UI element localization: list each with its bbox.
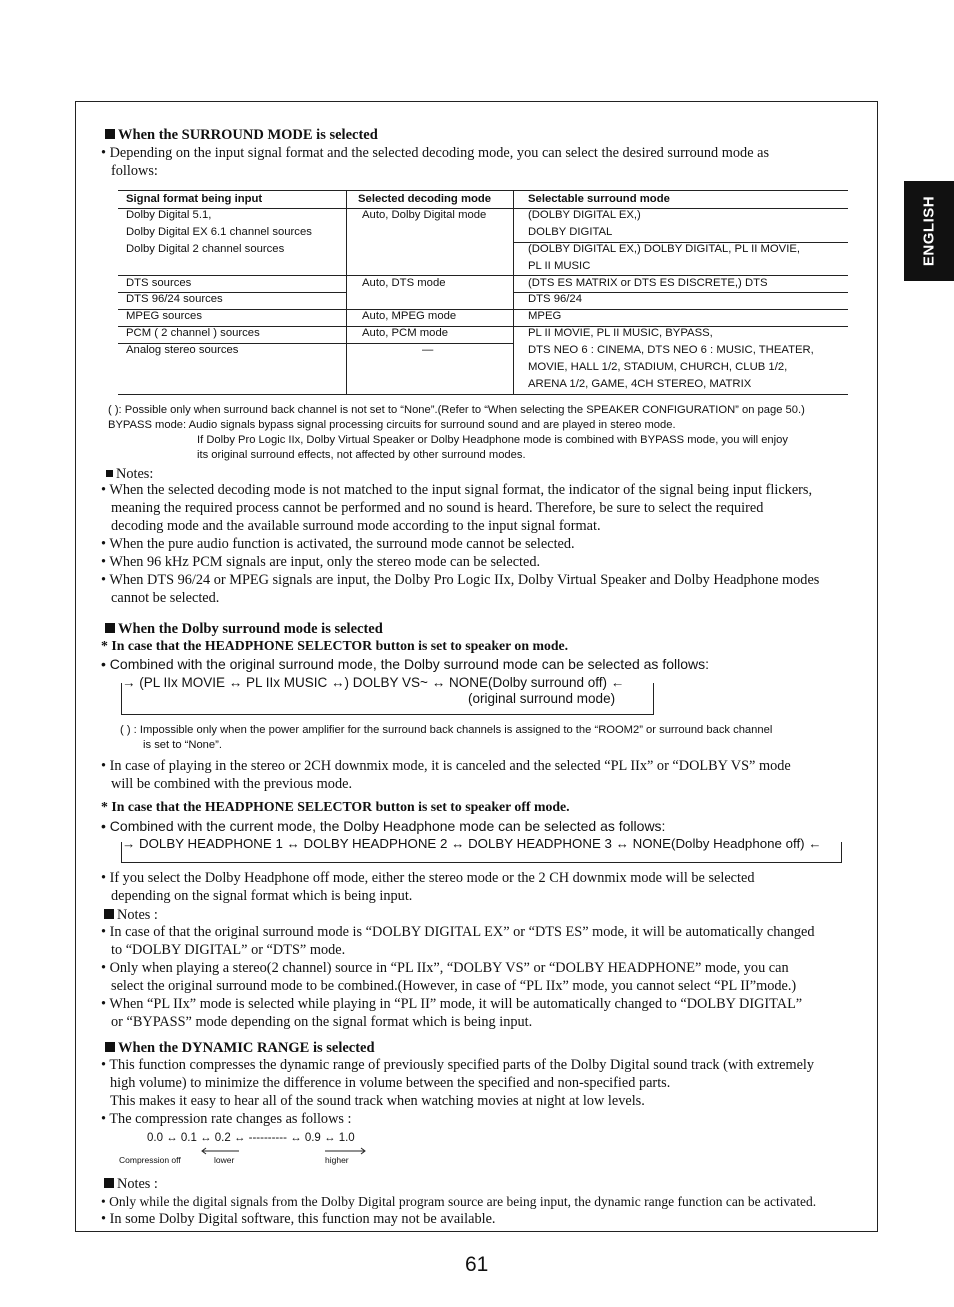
- headphone-flow: → DOLBY HEADPHONE 1 ↔ DOLBY HEADPHONE 2 ↔ DOLBY HEADPHONE 3 ↔ NONE(Dolby Headphone off) ←: [122, 836, 822, 851]
- note-line: cannot be selected.: [111, 590, 220, 606]
- footnote: ( ): Possible only when surround back channel is not set to “None”.(Refer to “When selecting the SPEAKER CONFIGURATION” on page 50.): [108, 404, 805, 416]
- stereo-line-2: will be combined with the previous mode.: [111, 776, 353, 792]
- table-cell: Auto, MPEG mode: [362, 310, 457, 322]
- note-line: • When “PL IIx” mode is selected while playing in “PL II” mode, it will be automatically changed to “DOLBY DIGITAL”: [101, 996, 803, 1012]
- note-line: • In case of that the original surround mode is “DOLBY DIGITAL EX” or “DTS ES” mode, it will be automatically changed: [101, 924, 815, 940]
- notes-label: Notes:: [106, 465, 153, 483]
- square-bullet-icon: [105, 1042, 115, 1052]
- square-bullet-icon: [106, 470, 113, 477]
- table-cell: Dolby Digital EX 6.1 channel sources: [126, 226, 312, 238]
- intro-line-1: • Depending on the input signal format and the selected decoding mode, you can select the desired surround mode as: [101, 145, 770, 161]
- surround-mode-table: [118, 190, 848, 395]
- body-line: • The compression rate changes as follows :: [101, 1111, 352, 1127]
- footnote: If Dolby Pro Logic IIx, Dolby Virtual Speaker or Dolby Headphone mode is combined with BYPASS mode, you will enjoy: [197, 434, 788, 446]
- table-cell: MOVIE, HALL 1/2, STADIUM, CHURCH, CLUB 1/2,: [528, 361, 788, 373]
- body-line: • This function compresses the dynamic range of previously specified parts of the Dolby Digital sound track (with extremely: [101, 1057, 815, 1073]
- square-bullet-icon: [105, 129, 115, 139]
- note-line: • Only when playing a stereo(2 channel) source in “PL IIx”, “DOLBY VS” or “DOLBY HEADPHONE” mode, you can: [101, 960, 789, 976]
- notes-label: Notes :: [104, 1175, 158, 1193]
- body-line: This makes it easy to hear all of the sound track when watching movies at night at low levels.: [110, 1093, 645, 1109]
- table-cell: Dolby Digital 2 channel sources: [126, 243, 285, 255]
- note-line: • When 96 kHz PCM signals are input, only the stereo mode can be selected.: [101, 554, 541, 570]
- table-cell: DOLBY DIGITAL: [528, 226, 613, 238]
- compression-scale: 0.0 ↔ 0.1 ↔ 0.2 ↔ ---------- ↔ 0.9 ↔ 1.0: [147, 1132, 355, 1144]
- square-bullet-icon: [104, 1178, 114, 1188]
- note-line: • When the pure audio function is activated, the surround mode cannot be selected.: [101, 536, 575, 552]
- dynamic-range-heading: When the DYNAMIC RANGE is selected: [105, 1039, 375, 1057]
- table-cell: DTS 96/24 sources: [126, 293, 223, 305]
- table-cell: (DOLBY DIGITAL EX,) DOLBY DIGITAL, PL II MOVIE,: [528, 243, 801, 255]
- table-cell: DTS NEO 6 : CINEMA, DTS NEO 6 : MUSIC, THEATER,: [528, 344, 814, 356]
- square-bullet-icon: [105, 623, 115, 633]
- table-cell: Auto, Dolby Digital mode: [362, 209, 487, 221]
- table-cell: —: [422, 344, 434, 356]
- square-bullet-icon: [104, 909, 114, 919]
- table-cell: Auto, PCM mode: [362, 327, 449, 339]
- hp-line-2: depending on the signal format which is being input.: [111, 888, 413, 904]
- table-cell: PL II MOVIE, PL II MUSIC, BYPASS,: [528, 327, 713, 339]
- scale-label-lower: lower: [214, 1155, 235, 1165]
- page-number: 61: [465, 1253, 489, 1276]
- dolby-surround-heading: When the Dolby surround mode is selected: [105, 620, 383, 638]
- table-cell: MPEG: [528, 310, 562, 322]
- table-cell: Auto, DTS mode: [362, 277, 446, 289]
- note-line: or “BYPASS” mode depending on the signal format which is being input.: [111, 1014, 533, 1030]
- note-line: • In some Dolby Digital software, this function may not be available.: [101, 1211, 496, 1227]
- table-header: Selected decoding mode: [358, 193, 492, 205]
- note-line: select the original surround mode to be combined.(However, in case of “PL IIx” mode, you cannot select “PL II”mode.): [111, 978, 797, 994]
- language-tab-label: ENGLISH: [920, 195, 938, 267]
- notes-label: Notes :: [104, 906, 158, 924]
- table-cell: MPEG sources: [126, 310, 202, 322]
- stereo-line-1: • In case of playing in the stereo or 2CH downmix mode, it is canceled and the selected “PL IIx” or “DOLBY VS” mode: [101, 758, 791, 774]
- paren-note: ( ) : Impossible only when the power amplifier for the surround back channels is assigned to the “ROOM2” or surround back channel: [120, 724, 773, 736]
- table-header: Selectable surround mode: [528, 193, 670, 205]
- intro-line-2: follows:: [111, 163, 158, 179]
- footnote: its original surround effects, not affected by other surround modes.: [197, 449, 526, 461]
- note-line: • Only while the digital signals from the Dolby Digital program source are being input, the dynamic range function can be activated.: [101, 1194, 817, 1209]
- note-line: • When the selected decoding mode is not matched to the input signal format, the indicator of the signal being input flickers,: [101, 482, 813, 498]
- surround-flow: → (PL IIx MOVIE ↔ PL IIx MUSIC ↔) DOLBY VS~ ↔ NONE(Dolby surround off) ←: [122, 675, 625, 690]
- table-cell: (DTS ES MATRIX or DTS ES DISCRETE,) DTS: [528, 277, 768, 289]
- table-cell: DTS 96/24: [528, 293, 583, 305]
- table-cell: PL II MUSIC: [528, 260, 591, 272]
- body-line: high volume) to minimize the difference in volume between the specified and non-specified parts.: [110, 1075, 671, 1091]
- speaker-on-case: * In case that the HEADPHONE SELECTOR button is set to speaker on mode.: [101, 638, 569, 653]
- table-cell: ARENA 1/2, GAME, 4CH STEREO, MATRIX: [528, 378, 752, 390]
- hp-line-1: • If you select the Dolby Headphone off mode, either the stereo mode or the 2 CH downmix mode will be selected: [101, 870, 755, 886]
- surround-mode-heading: When the SURROUND MODE is selected: [105, 126, 378, 144]
- table-cell: (DOLBY DIGITAL EX,): [528, 209, 641, 221]
- note-line: to “DOLBY DIGITAL” or “DTS” mode.: [111, 942, 346, 958]
- note-line: • When DTS 96/24 or MPEG signals are input, the Dolby Pro Logic IIx, Dolby Virtual Speaker and Dolby Headphone modes: [101, 572, 820, 588]
- language-tab: [904, 181, 954, 281]
- note-line: decoding mode and the available surround mode according to the input signal format.: [111, 518, 601, 534]
- speaker-off-case: * In case that the HEADPHONE SELECTOR button is set to speaker off mode.: [101, 799, 570, 814]
- table-cell: Dolby Digital 5.1,: [126, 209, 212, 221]
- scale-label-higher: higher: [325, 1155, 349, 1165]
- combined-line-1: • Combined with the original surround mode, the Dolby surround mode can be selected as follows:: [101, 656, 710, 672]
- note-line: meaning the required process cannot be performed and no sound is heard. Therefore, be sure to select the required: [111, 500, 764, 516]
- footnote: BYPASS mode: Audio signals bypass signal processing circuits for surround sound and are played in stereo mode.: [108, 419, 676, 431]
- table-cell: PCM ( 2 channel ) sources: [126, 327, 260, 339]
- combined-line-2: • Combined with the current mode, the Dolby Headphone mode can be selected as follows:: [101, 818, 666, 834]
- table-cell: DTS sources: [126, 277, 192, 289]
- paren-note: is set to “None”.: [143, 739, 222, 751]
- surround-flow-note: (original surround mode): [468, 691, 616, 706]
- scale-label-off: Compression off: [119, 1155, 181, 1165]
- table-cell: Analog stereo sources: [126, 344, 239, 356]
- table-header: Signal format being input: [126, 193, 263, 205]
